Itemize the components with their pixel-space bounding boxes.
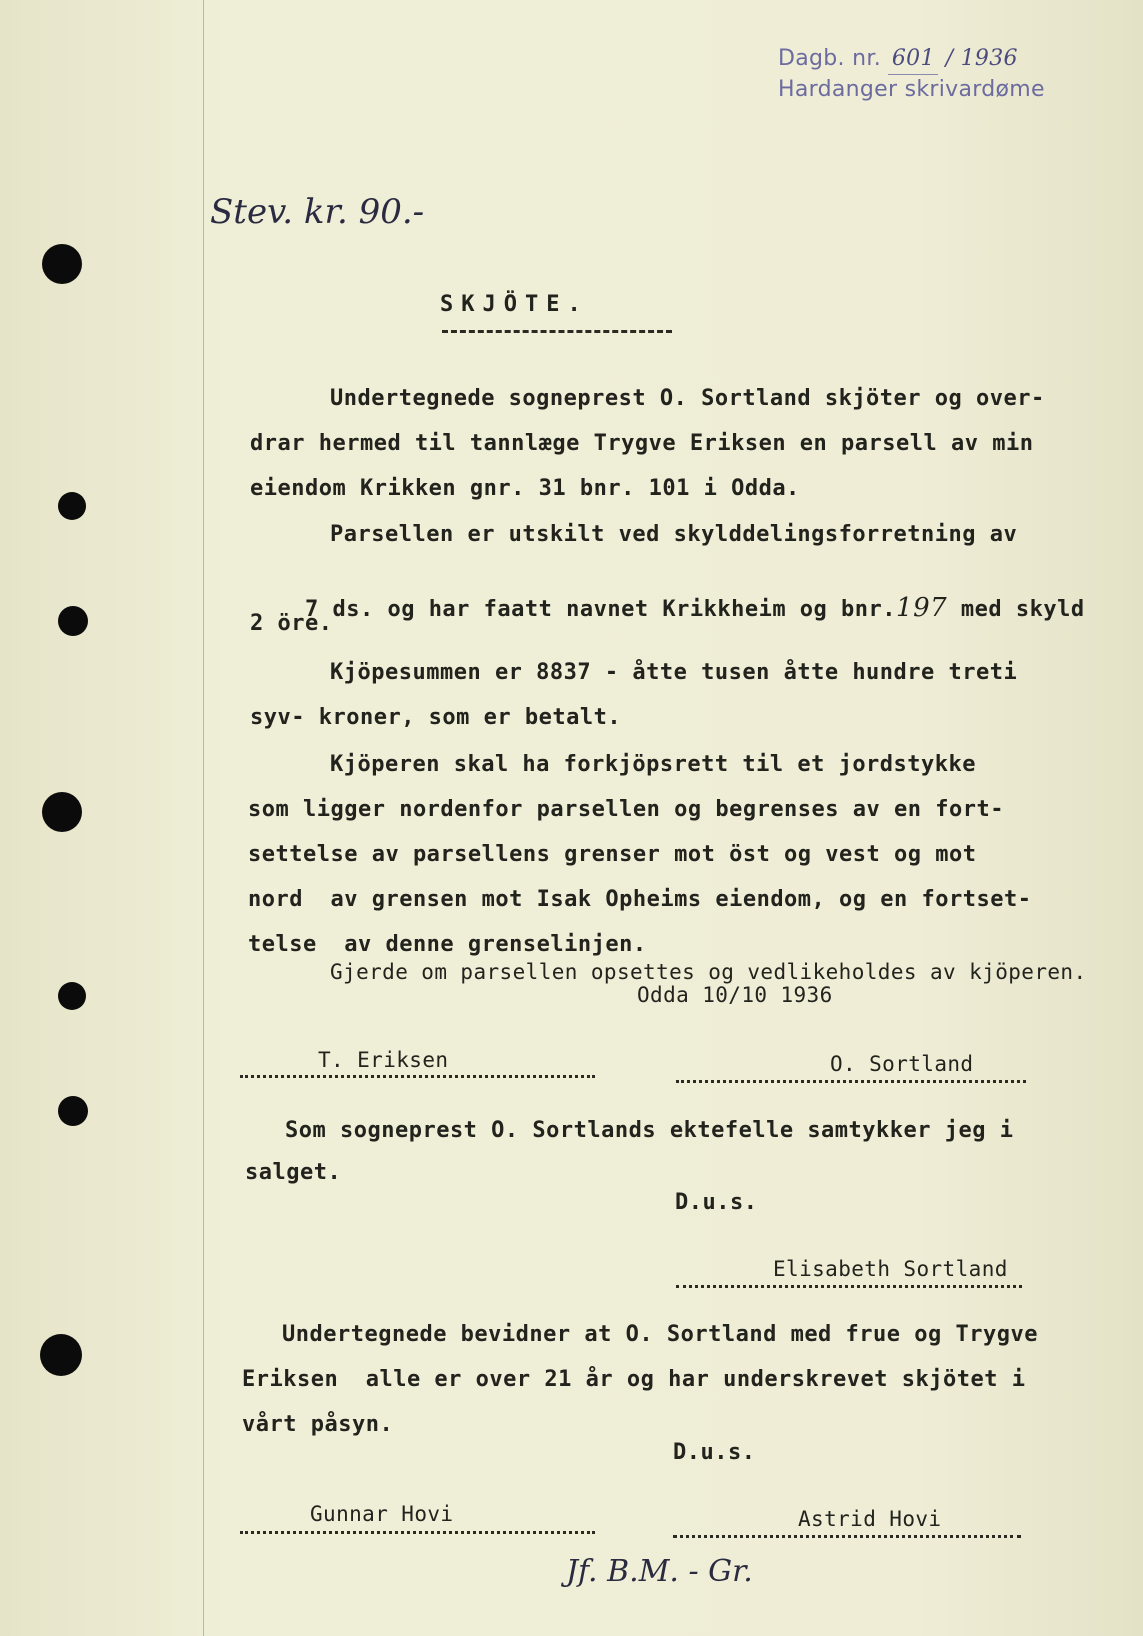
handwritten-fee: Stev. kr. 90.- [210,192,425,232]
signature-line-spouse [676,1285,1022,1288]
p1-line-2: drar hermed til tannlæge Trygve Eriksen en parsell av min [250,431,1034,456]
p2-line-2-after: med skyld [947,597,1085,622]
witness-line-2: Eriksen alle er over 21 år og har underskrevet skjötet i [242,1367,1026,1392]
witness-line-1: Undertegnede bevidner at O. Sortland med frue og Trygve [282,1322,1038,1347]
stamp-dagb-number: 601 [888,44,938,75]
signature-line-left-1 [240,1075,595,1078]
stamp-dagb-label: Dagb. nr. [778,46,881,71]
p2-line-2 [250,568,1085,648]
margin-line [203,0,204,1636]
punch-hole-7 [40,1334,82,1376]
stamp-office: Hardanger skrivardøme [778,77,1045,102]
signature-line-right-2 [673,1535,1021,1538]
p5-line: Gjerde om parsellen opsettes og vedlikeholdes av kjöperen. [330,960,1087,984]
p4-line-2: som ligger nordenfor parsellen og begrenses av en fort- [248,797,1004,822]
punch-hole-6 [58,1096,88,1126]
p4-line-4: nord av grensen mot Isak Opheims eiendom, og en fortset- [248,887,1032,912]
handwritten-note: Jf. B.M. - Gr. [566,1554,753,1589]
p4-line-3: settelse av parsellens grenser mot öst og vest og mot [248,842,977,867]
punch-hole-2 [58,492,86,520]
signature-gunnar-hovi: Gunnar Hovi [310,1502,454,1526]
p1-line-1: Undertegnede sogneprest O. Sortland skjöter og over- [330,386,1045,411]
signature-line-left-2 [240,1531,595,1534]
signature-elisabeth-sortland: Elisabeth Sortland [773,1257,1008,1281]
punch-hole-5 [58,982,86,1010]
p3-line-2: syv- kroner, som er betalt. [250,705,622,730]
witness-line-3: vårt påsyn. [242,1412,394,1437]
signature-line-right-1 [676,1080,1026,1083]
dus-1: D.u.s. [675,1190,758,1215]
stamp-year: 1936 [960,46,1018,71]
p3-line-1: Kjöpesummen er 8837 - åtte tusen åtte hundre treti [330,660,1018,685]
p2-line-2-before: 7 ds. og har faatt navnet Krikkheim og bnr. [304,597,897,622]
registry-stamp [778,44,1045,105]
title-underline [442,330,672,333]
punch-hole-3 [58,606,88,636]
document-title: SKJÖTE. [440,292,589,317]
p4-line-5: telse av denne grenselinjen. [248,932,647,957]
consent-line-2: salget. [245,1160,342,1185]
stamp-separator: / [945,46,954,71]
handwritten-bnr: 197 [896,593,948,623]
punch-hole-1 [42,244,82,284]
signature-astrid-hovi: Astrid Hovi [798,1507,942,1531]
dus-2: D.u.s. [673,1440,756,1465]
signature-t-eriksen: T. Eriksen [318,1048,449,1072]
consent-line-1: Som sogneprest O. Sortlands ektefelle samtykker jeg i [285,1118,1014,1143]
p2-line-3: 2 öre. [250,611,333,636]
p1-line-3: eiendom Krikken gnr. 31 bnr. 101 i Odda. [250,476,800,501]
signature-o-sortland: O. Sortland [830,1052,974,1076]
punch-hole-4 [42,792,82,832]
place-date: Odda 10/10 1936 [637,983,833,1007]
p4-line-1: Kjöperen skal ha forkjöpsrett til et jordstykke [330,752,977,777]
p2-line-1: Parsellen er utskilt ved skylddelingsforretning av [330,522,1018,547]
